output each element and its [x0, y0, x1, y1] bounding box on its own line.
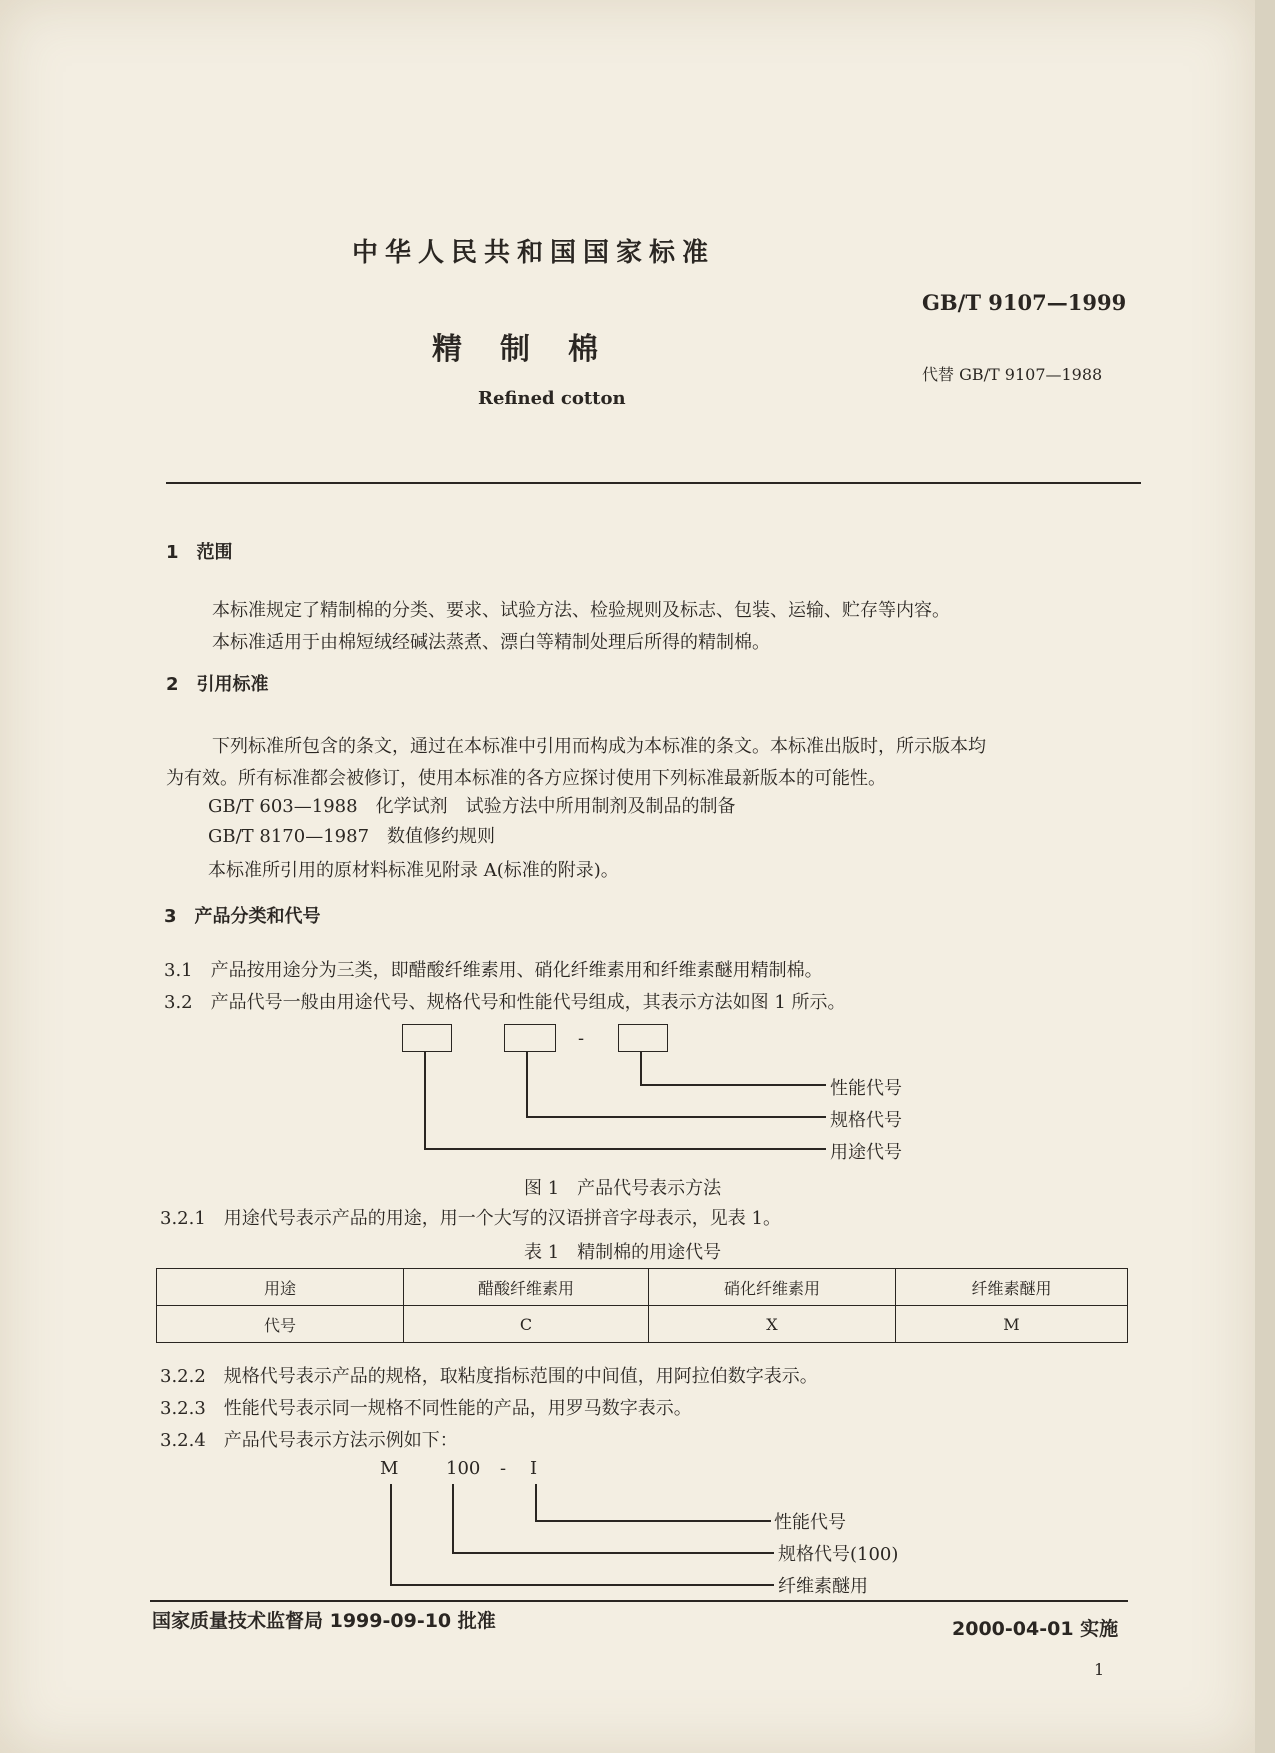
clause-3-2-3: 3.2.3 性能代号表示同一规格不同性能的产品，用罗马数字表示。: [160, 1398, 692, 1419]
table-cell: 硝化纤维素用: [649, 1269, 896, 1306]
header-rule: [166, 482, 1141, 484]
section-2-paragraph-1a: 下列标准所包含的条文，通过在本标准中引用而构成为本标准的条文。本标准出版时，所示版本均: [212, 736, 986, 757]
example-code-i: I: [530, 1458, 538, 1479]
example-spec-label: 规格代号(100): [778, 1544, 899, 1565]
example-performance-label: 性能代号: [774, 1512, 846, 1533]
performance-code-box: [618, 1024, 668, 1052]
performance-leader-horizontal: [640, 1084, 826, 1086]
figure-1-dash: -: [578, 1028, 585, 1049]
table-cell: 醋酸纤维素用: [404, 1269, 649, 1306]
clause-3-2-1: 3.2.1 用途代号表示产品的用途，用一个大写的汉语拼音字母表示，见表 1。: [160, 1208, 781, 1229]
table-row-header: 代号: [157, 1306, 404, 1343]
document-title-en: Refined cotton: [478, 388, 626, 409]
reference-gbt8170: GB/T 8170—1987 数值修约规则: [208, 826, 496, 847]
effective-date: 2000-04-01 实施: [952, 1618, 1119, 1640]
example-use-label: 纤维素醚用: [778, 1576, 868, 1597]
clause-3-1: 3.1 产品按用途分为三类，即醋酸纤维素用、硝化纤维素用和纤维素醚用精制棉。: [164, 960, 823, 981]
section-3-heading: 3 产品分类和代号: [164, 906, 321, 927]
performance-leader-vertical: [640, 1052, 642, 1084]
section-1-heading: 1 范围: [166, 542, 233, 563]
example-performance-leader-horizontal: [535, 1520, 771, 1522]
table-row-header: 用途: [157, 1269, 404, 1306]
example-use-leader-horizontal: [390, 1584, 774, 1586]
use-leader-vertical: [424, 1052, 426, 1148]
example-performance-leader-vertical: [535, 1484, 537, 1520]
standard-code: GB/T 9107—1999: [922, 290, 1127, 315]
spec-code-box: [504, 1024, 556, 1052]
example-spec-leader-horizontal: [452, 1552, 774, 1554]
use-leader-horizontal: [424, 1148, 826, 1150]
spec-code-label: 规格代号: [830, 1110, 902, 1131]
clause-3-2-2: 3.2.2 规格代号表示产品的规格，取粘度指标范围的中间值，用阿拉伯数字表示。: [160, 1366, 818, 1387]
table-row: [157, 1306, 1128, 1343]
spec-leader-vertical: [526, 1052, 528, 1116]
example-use-leader-vertical: [390, 1484, 392, 1584]
table-cell: X: [649, 1306, 896, 1343]
table-cell: C: [404, 1306, 649, 1343]
page-number: 1: [1094, 1660, 1105, 1679]
section-2-heading: 2 引用标准: [166, 674, 269, 695]
spec-leader-horizontal: [526, 1116, 826, 1118]
example-code-100: 100: [446, 1458, 481, 1479]
standard-org-title: 中华人民共和国国家标准: [352, 238, 716, 268]
document-title: 精制棉: [432, 332, 636, 367]
performance-code-label: 性能代号: [830, 1078, 902, 1099]
table-cell: M: [896, 1306, 1128, 1343]
section-2-paragraph-1b: 为有效。所有标准都会被修订，使用本标准的各方应探讨使用下列标准最新版本的可能性。: [166, 768, 886, 789]
table-row: [157, 1269, 1128, 1306]
use-code-box: [402, 1024, 452, 1052]
example-spec-leader-vertical: [452, 1484, 454, 1552]
clause-3-2-4: 3.2.4 产品代号表示方法示例如下：: [160, 1430, 458, 1451]
approval-date: 国家质量技术监督局 1999-09-10 批准: [152, 1610, 496, 1632]
section-1-paragraph-1: 本标准规定了精制棉的分类、要求、试验方法、检验规则及标志、包装、运输、贮存等内容。: [212, 600, 950, 621]
page-edge: [1255, 0, 1275, 1753]
clause-3-2: 3.2 产品代号一般由用途代号、规格代号和性能代号组成，其表示方法如图 1 所示。: [164, 992, 846, 1013]
example-code-m: M: [380, 1458, 399, 1479]
section-2-paragraph-2: 本标准所引用的原材料标准见附录 A(标准的附录)。: [208, 860, 619, 881]
section-1-paragraph-2: 本标准适用于由棉短绒经碱法蒸煮、漂白等精制处理后所得的精制棉。: [212, 632, 770, 653]
example-dash: -: [500, 1458, 507, 1479]
table-1: [156, 1268, 1128, 1343]
reference-gbt603: GB/T 603—1988 化学试剂 试验方法中所用制剂及制品的制备: [208, 796, 736, 817]
footer-rule: [150, 1600, 1128, 1602]
use-code-label: 用途代号: [830, 1142, 902, 1163]
replaces-standard: 代替 GB/T 9107—1988: [922, 365, 1103, 384]
table-1-caption: 表 1 精制棉的用途代号: [524, 1242, 722, 1263]
figure-1-caption: 图 1 产品代号表示方法: [524, 1178, 722, 1199]
table-cell: 纤维素醚用: [896, 1269, 1128, 1306]
